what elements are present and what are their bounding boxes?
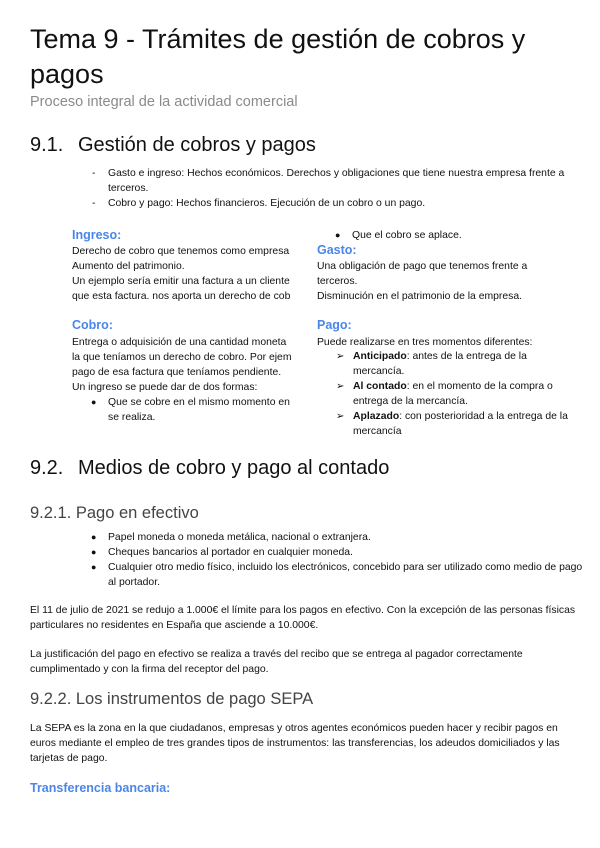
subsection-heading-9-2-2: 9.2.2. Los instrumentos de pago SEPA	[30, 690, 314, 708]
section-title: Medios de cobro y pago al contado	[78, 457, 390, 479]
list-item: ● Cheques bancarios al portador en cualquier moneda.	[91, 547, 353, 558]
section-number: 9.2.	[30, 457, 64, 479]
ingreso-heading: Ingreso:	[72, 228, 122, 242]
list-item: - Cobro y pago: Hechos financieros. Ejecución de un cobro o un pago.	[92, 198, 426, 209]
cobro-heading: Cobro:	[72, 318, 113, 332]
list-item: - Gasto e ingreso: Hechos económicos. Derechos y obligaciones que tiene nuestra empresa frente a terceros.	[92, 168, 565, 194]
page-title: Tema 9 - Trámites de gestión de cobros y pagos	[30, 24, 526, 89]
list-item: ➢ Anticipado: antes de la entrega de la mercancía.	[336, 351, 527, 377]
bullet-list	[91, 530, 583, 590]
paragraph: El 11 de julio de 2021 se redujo a 1.000€ el límite para los pagos en efectivo. Con la excepción de las personas físicas particulares no residentes en España que asciende a 10.000€.	[30, 605, 576, 631]
section-heading-9-2	[30, 457, 389, 480]
cobro-text: Entrega o adquisición de una cantidad moneta la que teníamos un derecho de cobro. Por ejem pago de esa factura que teníamos pendiente. Un ingreso se puede dar de dos formas:	[72, 337, 292, 393]
list-item: ● Papel moneda o moneda metálica, nacional o extranjera.	[91, 532, 371, 543]
cobro-bullet: ● Que se cobre en el mismo momento en se realiza.	[108, 395, 302, 425]
paragraph: La justificación del pago en efectivo se realiza a través del recibo que se entrega al pagador correctamente cumplimentado y con la firma del receptor del pago.	[30, 649, 523, 675]
list-item: ➢ Aplazado: con posterioridad a la entrega de la mercancía	[336, 411, 568, 437]
list-item: ● Que el cobro se aplace.	[335, 230, 462, 241]
transferencia-heading: Transferencia bancaria:	[30, 781, 171, 795]
section-heading-9-1	[30, 134, 316, 157]
ingreso-text: Derecho de cobro que tenemos como empresa Aumento del patrimonio. Un ejemplo sería emitir una factura a un cliente que esta factura. nos aporta un derecho de cob	[72, 246, 291, 302]
subsection-heading-9-2-1: 9.2.1. Pago en efectivo	[30, 504, 199, 522]
page-subtitle: Proceso integral de la actividad comercial	[30, 94, 298, 110]
pago-list	[336, 349, 589, 439]
paragraph: La SEPA es la zona en la que ciudadanos, empresas y otros agentes económicos pueden hacer y recibir pagos en euros mediante el empleo de tres grandes tipos de instrumentos: las transferencias, los adeudos domiciliados y las tarjetas de pago.	[30, 723, 560, 764]
section-title: Gestión de cobros y pagos	[78, 134, 316, 156]
dash-list	[92, 166, 588, 211]
section-number: 9.1.	[30, 134, 64, 156]
pago-intro: Puede realizarse en tres momentos diferentes:	[317, 337, 533, 348]
list-item: ● Que se cobre en el mismo momento en	[91, 397, 290, 408]
gasto-heading: Gasto:	[317, 243, 357, 257]
list-item: ● Cualquier otro medio físico, incluido los electrónicos, concebido para ser utilizado como medio de pago al portador.	[91, 562, 583, 588]
gasto-text: Una obligación de pago que tenemos frente a terceros. Disminución en el patrimonio de la empresa.	[317, 261, 528, 302]
pago-heading: Pago:	[317, 318, 352, 332]
list-item: ➢ Al contado: en el momento de la compra o entrega de la mercancía.	[336, 381, 553, 407]
right-bullet	[335, 228, 592, 243]
